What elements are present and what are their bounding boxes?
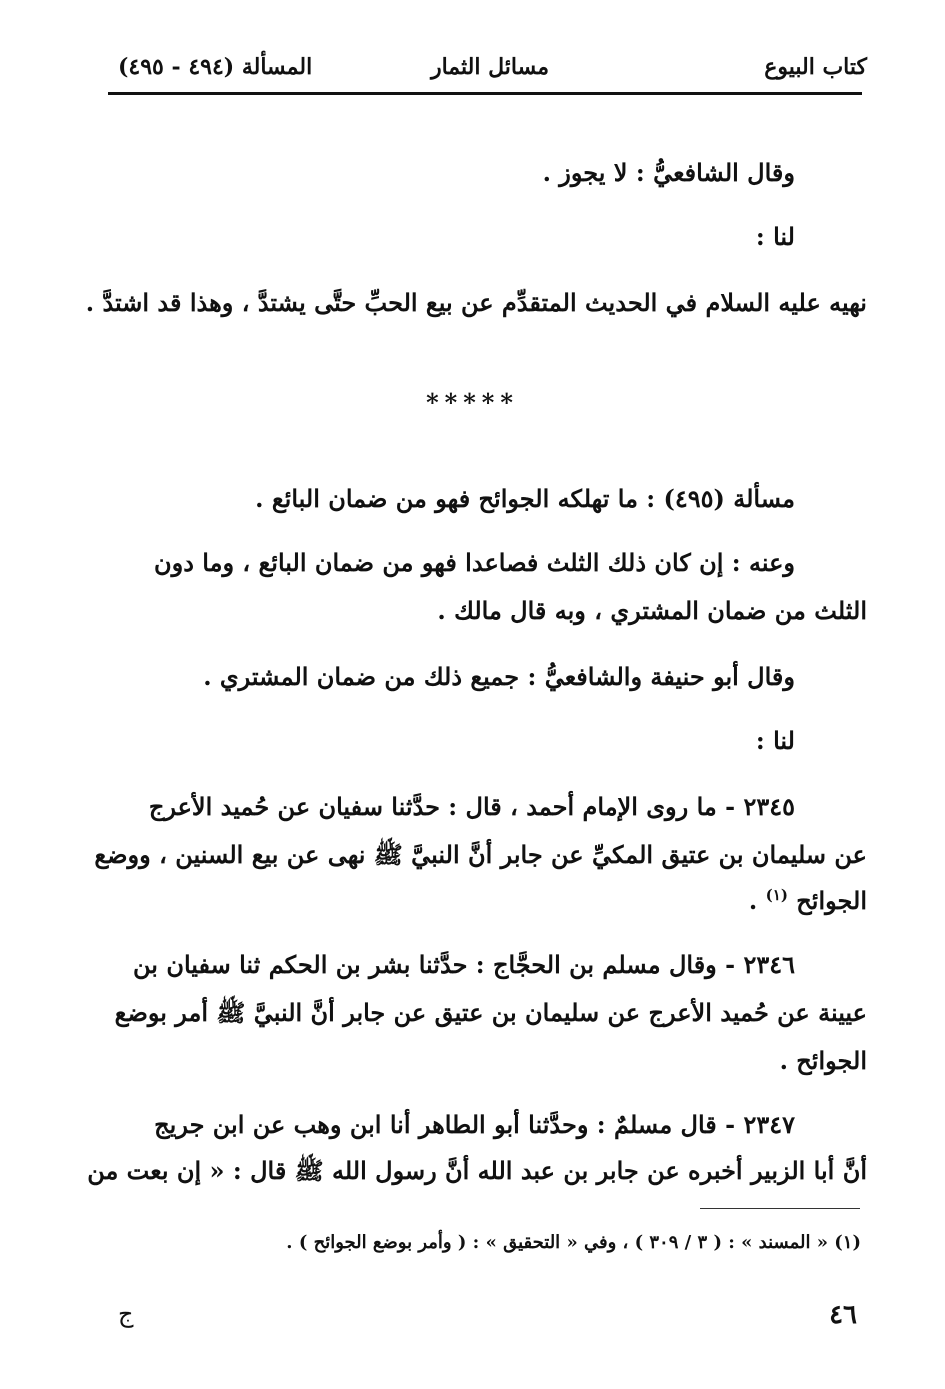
section-separator: ***** [426, 388, 519, 417]
issue-heading [255, 484, 795, 513]
hadith-2345-line: الجوائح $^{(١)}$ . [748, 886, 867, 915]
page-number: ٤٦ [829, 1300, 857, 1330]
footnote-ref[interactable]: (١) [765, 886, 788, 904]
header-chapter-title: مسائل الثمار [430, 54, 550, 80]
body-heading-lana: لنا : [755, 222, 795, 251]
body-line: وقال الشافعيُّ : لا يجوز . [542, 158, 795, 187]
hadith-2345-line: ٢٣٤٥ - ما روى الإمام أحمد ، قال : حدَّثنا سفيان عن حُميد الأعرج [148, 792, 795, 821]
hadith-2346-line: الجوائح . [779, 1046, 867, 1075]
issue-statement: : ما تهلكه الجوائح فهو من ضمان البائع . [255, 484, 664, 513]
body-line: وعنه : إن كان ذلك الثلث فصاعدا فهو من ضمان البائع ، وما دون [154, 548, 795, 577]
signature-mark: ج [118, 1300, 134, 1328]
body-heading-lana: لنا : [755, 726, 795, 755]
header-rule [108, 92, 862, 95]
body-line: نهيه عليه السلام في الحديث المتقدِّم عن بيع الحبِّ حتَّى يشتدَّ ، وهذا قد اشتدَّ . [85, 288, 867, 317]
footnote-rule [700, 1208, 860, 1209]
hadith-number: ٢٣٤٥ [743, 792, 795, 821]
hadith-number: ٢٣٤٦ [743, 950, 795, 979]
body-line: الثلث من ضمان المشتري ، وبه قال مالك . [437, 596, 867, 625]
hadith-2345-line: عن سليمان بن عتيق المكيِّ عن جابر أنَّ النبيَّ ﷺ نهى عن بيع السنين ، ووضع [94, 840, 867, 869]
header-issue-range: المسألة (٤٩٤ - ٤٩٥) [118, 54, 313, 80]
header-book-title: كتاب البيوع [764, 54, 867, 80]
hadith-2347-line: أنَّ أبا الزبير أخبره عن جابر بن عبد الله أنَّ رسول الله ﷺ قال : « إن بعت من [87, 1156, 867, 1185]
hadith-2346-line: ٢٣٤٦ - وقال مسلم بن الحجَّاج : حدَّثنا بشر بن الحكم ثنا سفيان بن [133, 950, 795, 979]
issue-number: مسألة (٤٩٥) [663, 484, 795, 513]
hadith-2346-line: عيينة عن حُميد الأعرج عن سليمان بن عتيق عن جابر أنَّ النبيَّ ﷺ أمر بوضع [114, 998, 867, 1027]
hadith-2347-line: ٢٣٤٧ - قال مسلمٌ : وحدَّثنا أبو الطاهر أنا ابن وهب عن ابن جريج [154, 1110, 795, 1139]
quoted-text: « إن بعت من [87, 1156, 225, 1185]
body-line: وقال أبو حنيفة والشافعيُّ : جميع ذلك من ضمان المشتري . [203, 662, 795, 691]
footnote-text: (١) « المسند » : ( ٣ / ٣٠٩ ) ، وفي « التحقيق » : ( وأمر بوضع الجوائح ) . [286, 1232, 861, 1253]
hadith-number: ٢٣٤٧ [743, 1110, 795, 1139]
